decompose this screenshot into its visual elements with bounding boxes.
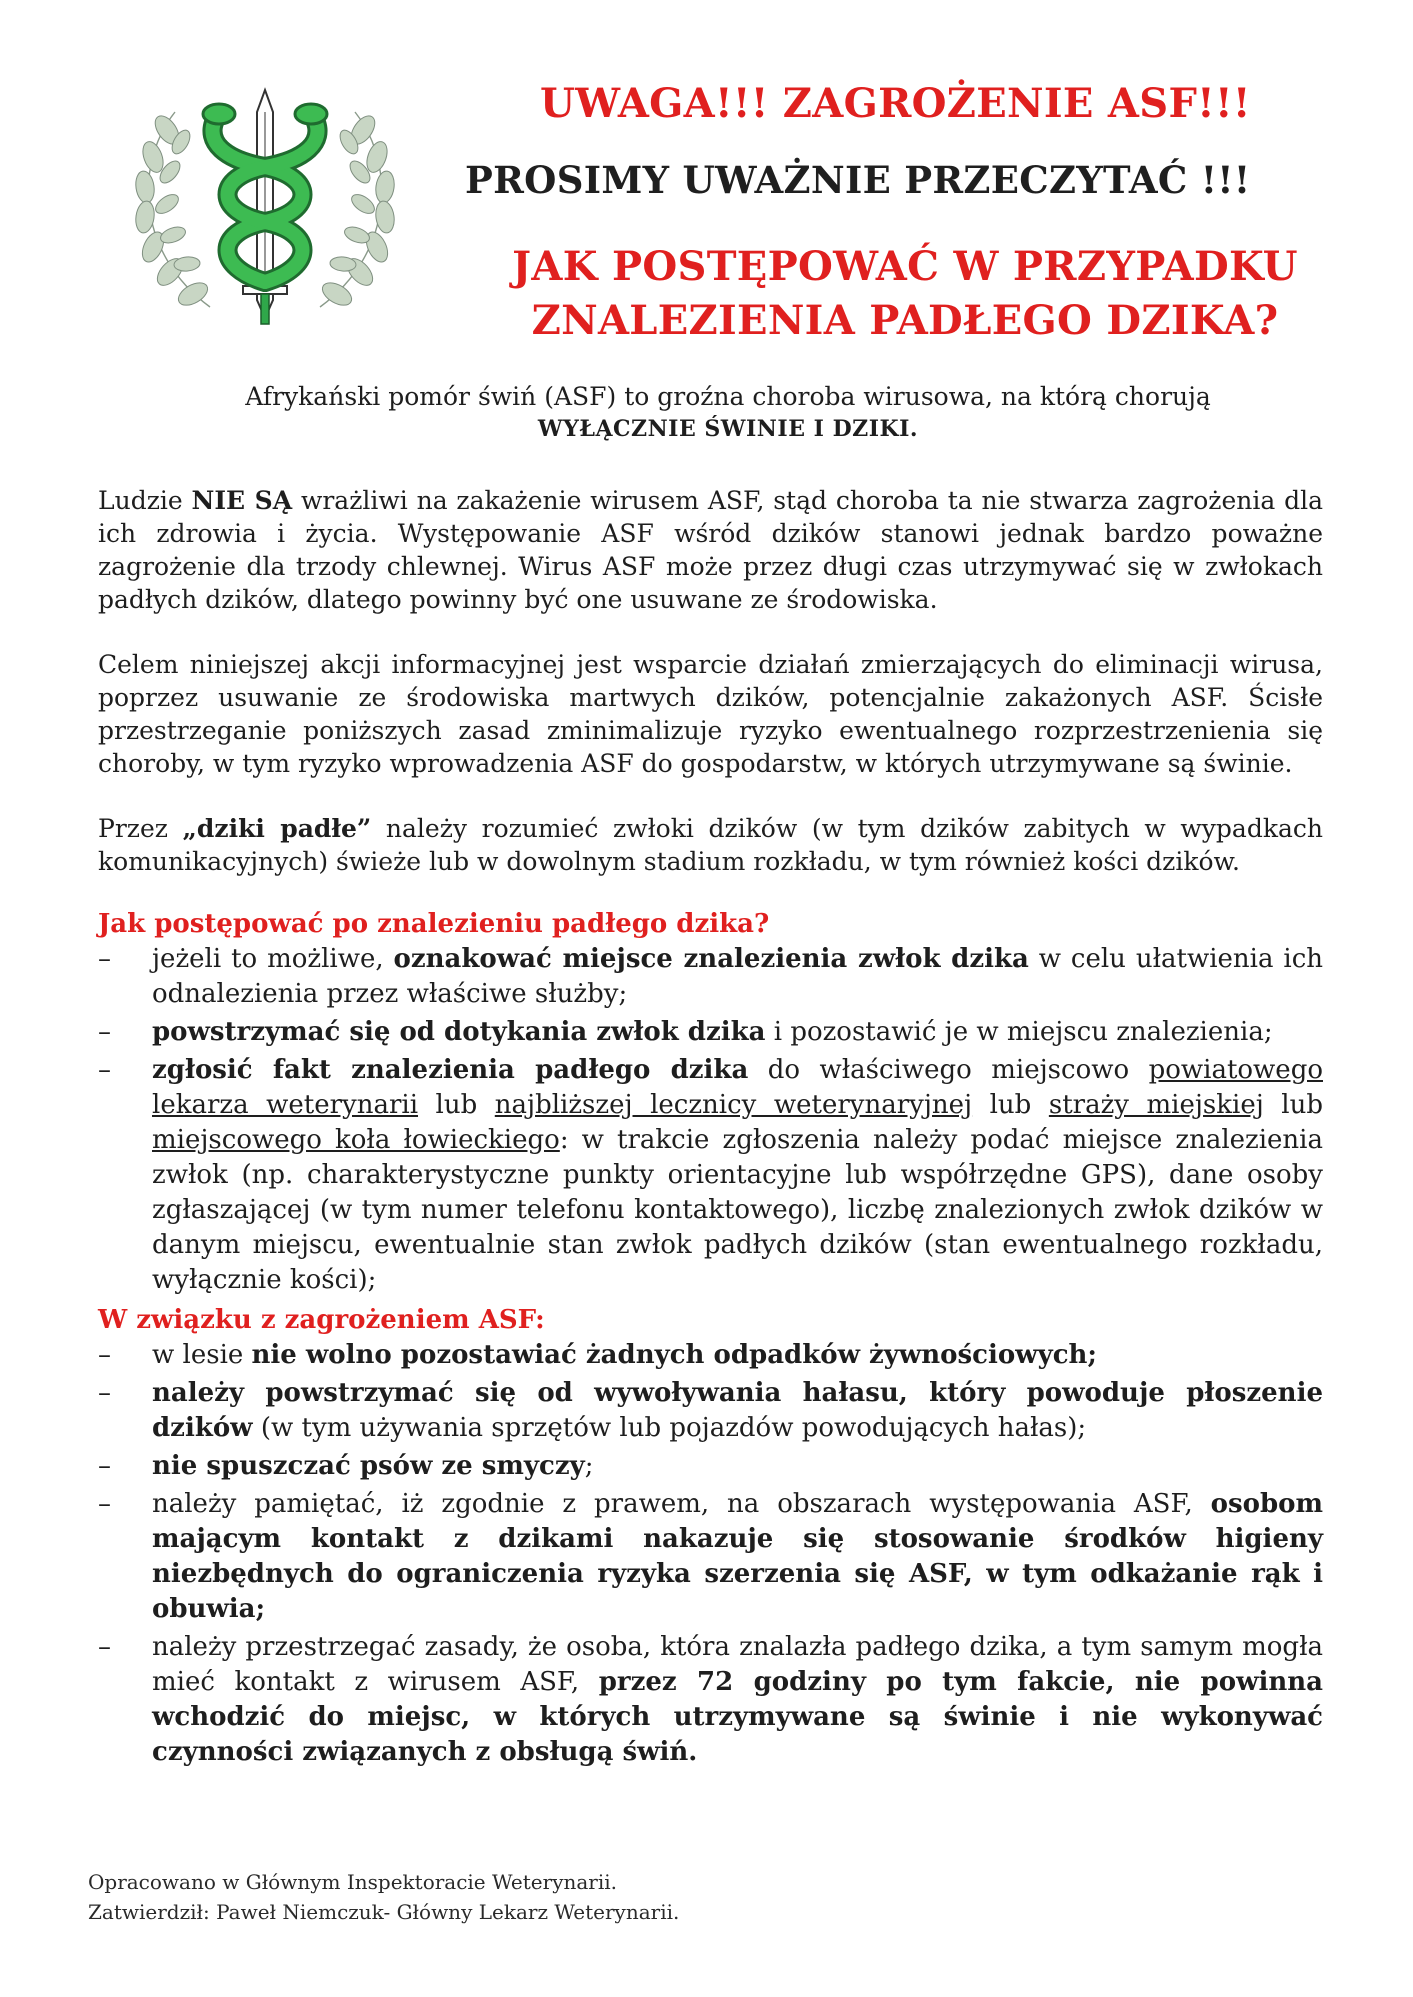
list-item (98, 1338, 1323, 1373)
item-text: : w trakcie zgłoszenia należy podać miejsce znalezienia zwłok (np. charakterystyczne punkty orientacyjne lub współrzędne GPS), dane osoby zgłaszającej (w tym numer telefonu kontaktowego), liczbę znalezionych zwłok dzików w danym miejscu, ewentualnie stan zwłok padłych dzików (stan ewentualnego rozkładu, wyłącznie kości); (152, 1125, 1323, 1295)
item-text: (w tym używania sprzętów lub pojazdów powodujących hałas); (252, 1413, 1087, 1443)
underlined-hunting-club: miejscowego koła łowieckiego (152, 1125, 560, 1155)
item-text: lub (1263, 1090, 1324, 1120)
para1-bold: NIE SĄ (191, 486, 293, 515)
intro-text: Afrykański pomór świń (ASF) to groźna choroba wirusowa, na którą chorują (245, 382, 1211, 411)
item-text: w lesie (152, 1340, 252, 1370)
section-heading-asf-threat: W związku z zagrożeniem ASF: (98, 1305, 545, 1335)
item-bold: oznakować miejsce znalezienia zwłok dzika (393, 944, 1029, 974)
intro-paragraph (158, 380, 1298, 446)
item-bold: należy powstrzymać się od wywoływania hałasu, który powoduje płoszenie dzików (152, 1378, 1323, 1443)
intro-bold: WYŁĄCZNIE ŚWINIE I DZIKI. (537, 416, 919, 442)
list-item (98, 942, 1323, 1012)
list-item (98, 1487, 1323, 1627)
item-text: jeżeli to możliwe, (152, 944, 394, 974)
section-heading-what-to-do: Jak postępować po znalezieniu padłego dzika? (98, 909, 770, 939)
item-text: należy pamiętać, iż zgodnie z prawem, na obszarach występowania ASF, (152, 1489, 1211, 1519)
list-item (98, 1376, 1323, 1446)
item-text: i pozostawić je w miejscu znalezienia; (765, 1017, 1273, 1047)
paragraph-definition (98, 812, 1323, 878)
list-asf-threat (98, 1338, 1323, 1770)
read-carefully-title: PROSIMY UWAŻNIE PRZECZYTAĆ !!! (465, 158, 1251, 202)
item-bold: przez 72 godziny po tym fakcie, nie powinna wchodzić do miejsc, w których utrzymywane są świnie i nie wykonywać czynności związanych z obsługą świń. (152, 1667, 1323, 1767)
list-what-to-do (98, 942, 1323, 1298)
item-bold: zgłosić fakt znalezienia padłego dzika (152, 1055, 749, 1085)
document-body (98, 380, 1323, 1770)
list-item (98, 1053, 1323, 1298)
item-text: lub (418, 1090, 495, 1120)
main-question-line-1: JAK POSTĘPOWAĆ W PRZYPADKU (512, 243, 1298, 290)
item-text: lub (972, 1090, 1049, 1120)
underlined-vet-officer: powiatowego lekarza weterynarii (152, 1055, 1323, 1120)
item-text: w celu ułatwienia ich odnalezienia przez właściwe służby; (152, 944, 1324, 1009)
main-question-line-2: ZNALEZIENIA PADŁEGO DZIKA? (531, 297, 1279, 344)
item-text: ; (584, 1451, 594, 1481)
para1-text-c: wrażliwi na zakażenie wirusem ASF, stąd choroba ta nie stwarza zagrożenia dla ich zdrowia i życia. Występowanie ASF wśród dzików stanowi jednak bardzo poważne zagrożenie dla trzody chlewnej. Wirus ASF może przez długi czas utrzymywać się w zwłokach padłych dzików, dlatego powinny być one usuwane ze środowiska. (98, 486, 1324, 614)
list-item (98, 1630, 1323, 1770)
para3-text-c: należy rozumieć zwłoki dzików (w tym dzików zabitych w wypadkach komunikacyjnych) świeże lub w dowolnym stadium rozkładu, w tym również kości dzików. (98, 814, 1323, 876)
footer-prepared-by: Opracowano w Głównym Inspektoracie Weterynarii. (88, 1870, 618, 1894)
item-bold: nie spuszczać psów ze smyczy (152, 1451, 585, 1481)
underlined-city-guard: straży miejskiej (1048, 1090, 1264, 1120)
list-item (98, 1449, 1323, 1484)
veterinary-emblem-icon (115, 72, 415, 342)
para3-text-a: Przez (98, 814, 183, 843)
item-text: należy przestrzegać zasady, że osoba, która znalazła padłego dzika, a tym samym mogła mieć kontakt z wirusem ASF, (152, 1632, 1323, 1697)
paragraph-campaign-goal: Celem niniejszej akcji informacyjnej jest wsparcie działań zmierzających do eliminacji wirusa, poprzez usuwanie ze środowiska martwych dzików, potencjalnie zakażonych ASF. Ścisłe przestrzeganie poniższych zasad zminimalizuje ryzyko ewentualnego rozprzestrzenienia się choroby, w tym ryzyko wprowadzenia ASF do gospodarstw, w których utrzymywane są świnie. (98, 650, 1323, 778)
para3-bold: „dziki padłe” (182, 814, 372, 843)
item-bold: powstrzymać się od dotykania zwłok dzika (152, 1017, 766, 1047)
footer-approved-by: Zatwierdził: Paweł Niemczuk- Główny Lekarz Weterynarii. (88, 1900, 680, 1924)
underlined-vet-clinic: najbliższej lecznicy weterynaryjnej (494, 1090, 973, 1120)
list-item (98, 1015, 1323, 1050)
item-text: do właściwego miejscowo (748, 1055, 1149, 1085)
paragraph-human-safety (98, 484, 1323, 616)
item-bold: osobom mającym kontakt z dzikami nakazuje się stosowanie środków higieny niezbędnych do ograniczenia ryzyka szerzenia się ASF, w tym odkażanie rąk i obuwia; (152, 1489, 1323, 1624)
footer (88, 1867, 679, 1927)
warning-title: UWAGA!!! ZAGROŻENIE ASF!!! (540, 80, 1251, 127)
para1-text-a: Ludzie (98, 486, 192, 515)
main-question-title (490, 240, 1320, 348)
item-bold: nie wolno pozostawiać żadnych odpadków żywnościowych; (251, 1340, 1098, 1370)
